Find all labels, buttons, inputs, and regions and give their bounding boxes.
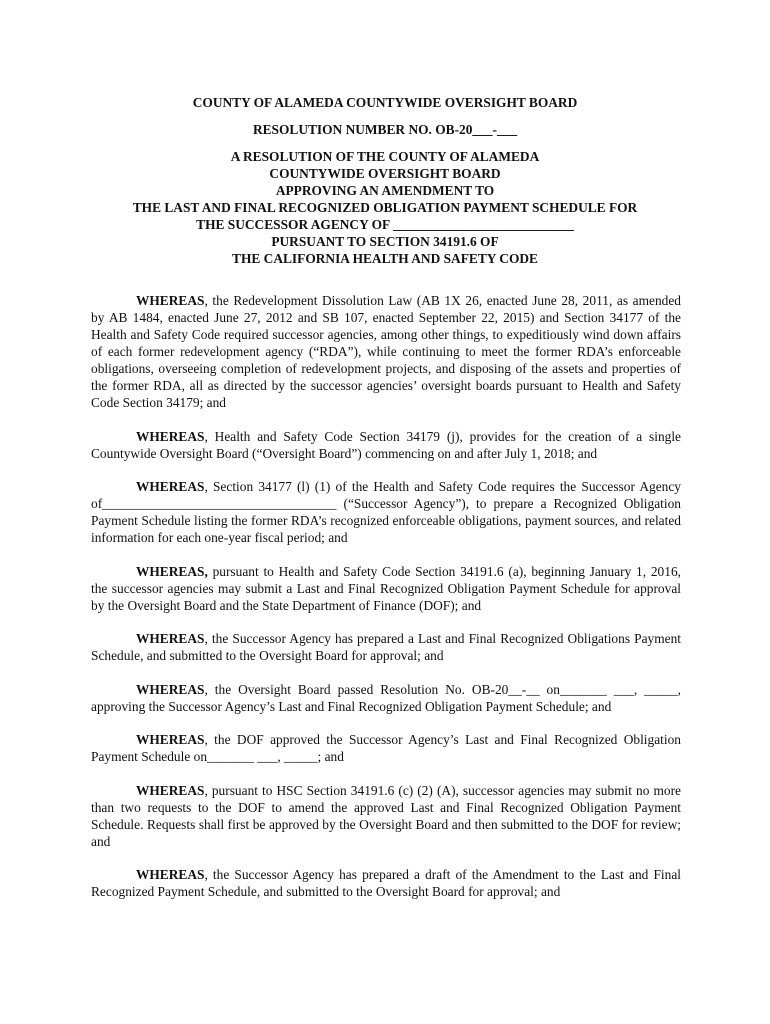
resolution-title-line-7: THE CALIFORNIA HEALTH AND SAFETY CODE [232, 251, 538, 266]
resolution-title-line-3: APPROVING AN AMENDMENT TO [275, 183, 495, 198]
whereas-text: , the Oversight Board passed Resolution No. OB-20__-__ on_______ ___, _____, approving the Successor Agency’s Last and Final Recognized Obligation Payment Schedule; and [91, 681, 681, 714]
whereas-lead: WHEREAS [136, 867, 205, 882]
whereas-paragraph [91, 681, 681, 715]
whereas-lead: WHEREAS [136, 782, 205, 798]
whereas-text: pursuant to Health and Safety Code Section 34191.6 (a), beginning January 1, 2016, the successor agencies may submit a Last and Final Recognized Obligation Payment Schedule for approval by the Oversight Board and the State Department of Finance (DOF); and [91, 563, 681, 613]
resolution-title-line-4: THE LAST AND FINAL RECOGNIZED OBLIGATION PAYMENT SCHEDULE FOR [132, 200, 638, 215]
whereas-paragraph [91, 292, 681, 411]
resolution-body [91, 292, 681, 917]
resolution-number: RESOLUTION NUMBER NO. OB-20___-___ [252, 122, 518, 137]
whereas-lead: WHEREAS [136, 293, 205, 308]
whereas-lead: WHEREAS [136, 681, 205, 697]
whereas-lead: WHEREAS [136, 732, 205, 747]
whereas-text: , the Successor Agency has prepared a Last and Final Recognized Obligations Payment Schedule, and submitted to the Oversight Board for approval; and [91, 631, 681, 663]
whereas-text: , the Successor Agency has prepared a draft of the Amendment to the Last and Final Recognized Payment Schedule, and submitted to the Oversight Board for approval; and [91, 867, 681, 899]
whereas-text: , Section 34177 (l) (1) of the Health and Safety Code requires the Successor Agency of___________________________________ (“Successor Agency”), to prepare a Recognized Obligation Payment Schedule listing the former RDA’s recognized enforceable obligations, payment sources, and related information for each one-year fiscal period; and [91, 479, 681, 545]
whereas-lead: WHEREAS [136, 428, 205, 444]
whereas-lead: WHEREAS [136, 631, 205, 646]
board-title: COUNTY OF ALAMEDA COUNTYWIDE OVERSIGHT BOARD [192, 95, 578, 110]
whereas-lead: WHEREAS [136, 479, 205, 494]
whereas-text: , Health and Safety Code Section 34179 (j), provides for the creation of a single Countywide Oversight Board (“Oversight Board”) commencing on and after July 1, 2018; and [91, 428, 681, 461]
whereas-text: , the DOF approved the Successor Agency’s Last and Final Recognized Obligation Payment Schedule on_______ ___, _____; and [91, 732, 681, 764]
whereas-paragraph [91, 428, 681, 462]
resolution-title-line-5: THE SUCCESSOR AGENCY OF ___________________________ [196, 217, 574, 232]
resolution-title-line-1: A RESOLUTION OF THE COUNTY OF ALAMEDA [230, 149, 540, 164]
whereas-lead: WHEREAS, [136, 563, 208, 579]
whereas-paragraph [91, 782, 681, 850]
whereas-text: , pursuant to HSC Section 34191.6 (c) (2) (A), successor agencies may submit no more than two requests to the DOF to amend the approved Last and Final Recognized Obligation Payment Schedule. Requests shall first be approved by the Oversight Board and then submitted to the DOF for review; and [91, 782, 681, 849]
whereas-paragraph [91, 731, 681, 765]
whereas-paragraph [91, 563, 681, 614]
resolution-title-line-2: COUNTYWIDE OVERSIGHT BOARD [269, 166, 501, 181]
whereas-paragraph [91, 478, 681, 546]
resolution-header [0, 94, 770, 267]
whereas-paragraph [91, 630, 681, 664]
whereas-text: , the Redevelopment Dissolution Law (AB 1X 26, enacted June 28, 2011, as amended by AB 1484, enacted June 27, 2012 and SB 107, enacted September 22, 2015) and Section 34177 of the Health and Safety Code required successor agencies, among other things, to expeditiously wind down affairs of each former redevelopment agency (“RDA”), while continuing to meet the former RDA’s enforceable obligations, overseeing completion of redevelopment projects, and disposing of the assets and properties of the former RDA, all as directed by the successor agencies’ oversight boards pursuant to Health and Safety Code Section 34179; and [91, 293, 681, 410]
resolution-title-line-6: PURSUANT TO SECTION 34191.6 OF [271, 234, 499, 249]
whereas-paragraph [91, 866, 681, 900]
